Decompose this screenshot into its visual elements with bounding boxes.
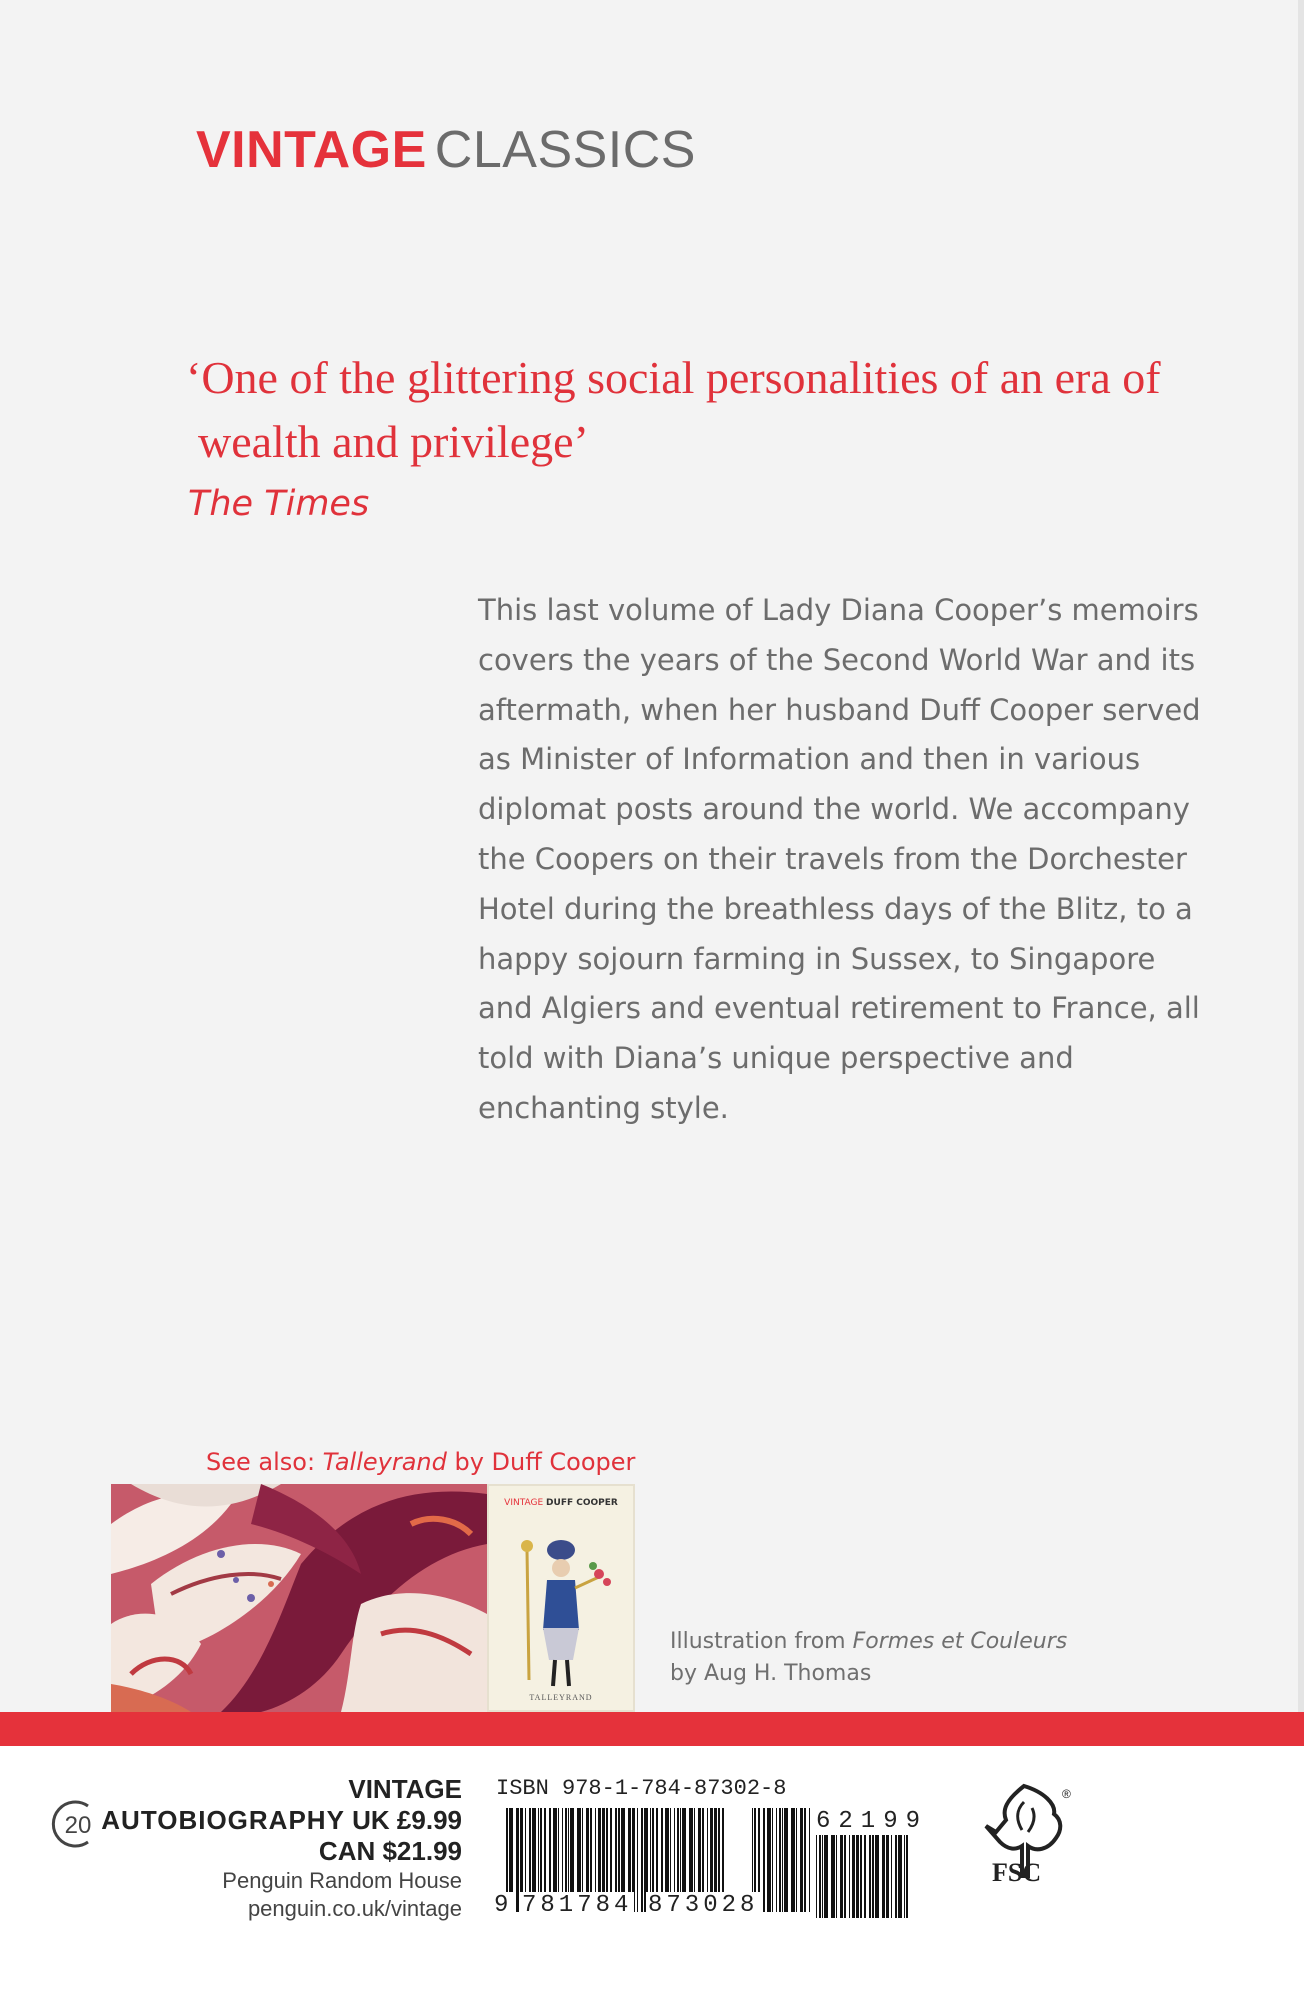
c20-logo-icon [48, 1796, 104, 1852]
blurb-line: aftermath, when her husband Duff Cooper served [478, 692, 1201, 727]
barcode-bar [516, 1808, 519, 1912]
c20-logo-number: 20 [64, 1812, 92, 1839]
illustration-credit [670, 1626, 1067, 1690]
barcode-bar [767, 1808, 771, 1912]
barcode-bar [779, 1808, 781, 1912]
see-also-note [206, 1448, 635, 1476]
description-blurb [478, 586, 1238, 1134]
credit-prefix: Illustration from [670, 1629, 853, 1654]
blurb-line: diplomat posts around the world. We accompany [478, 792, 1190, 827]
credit-line-1 [670, 1626, 1067, 1658]
see-also-prefix: See also: [206, 1448, 323, 1476]
related-book-thumbnail [487, 1484, 635, 1712]
publisher-url: penguin.co.uk/vintage [247, 1896, 462, 1921]
review-quote-source: The Times [188, 484, 370, 524]
barcode-bar [776, 1808, 777, 1912]
credit-title: Formes et Couleurs [852, 1629, 1068, 1654]
blurb-line: Hotel during the breathless days of the Blitz, to a [478, 891, 1193, 926]
barcode-bar [791, 1808, 795, 1912]
series-logo [196, 121, 696, 179]
barcode-addon-digits: 62199 [816, 1808, 929, 1835]
thumbnail-author: DUFF COOPER [546, 1498, 618, 1508]
genre-label: AUTOBIOGRAPHY [101, 1805, 345, 1835]
price-can: CAN $21.99 [318, 1836, 462, 1866]
red-band [0, 1712, 1304, 1746]
blurb-line: covers the years of the Second World War and its [478, 642, 1196, 677]
barcode-bar [763, 1808, 765, 1912]
isbn-label: ISBN 978-1-784-87302-8 [496, 1776, 787, 1801]
blurb-line: told with Diana’s unique perspective and [478, 1041, 1074, 1076]
floral-pattern-image [111, 1484, 487, 1712]
publisher-info [101, 1774, 462, 1923]
blurb-line: enchanting style. [478, 1090, 729, 1125]
thumbnail-header [489, 1498, 633, 1508]
blurb-line: happy sojourn farming in Sussex, to Singapore [478, 941, 1156, 976]
fsc-label: FSC [992, 1858, 1042, 1887]
barcode-bar [641, 1808, 643, 1912]
barcode-bar [637, 1808, 638, 1912]
floral-illustration [111, 1484, 487, 1712]
series-logo-classics: CLASSICS [434, 121, 696, 179]
review-quote [186, 346, 1186, 474]
barcode-bar [772, 1808, 773, 1912]
blurb-line: This last volume of Lady Diana Cooper’s memoirs [478, 593, 1199, 627]
blurb-line: and Algiers and eventual retirement to France, all [478, 991, 1200, 1026]
barcode-bar [784, 1808, 788, 1912]
barcode-lead-digit: 9 [494, 1892, 513, 1919]
review-quote-line-2: wealth and privilege’ [198, 416, 589, 467]
credit-line-2: by Aug H. Thomas [670, 1661, 872, 1686]
publisher-imprint: VINTAGE [348, 1774, 462, 1804]
barcode-digits-left: 781784 [522, 1892, 633, 1919]
barcode-bar [804, 1808, 806, 1912]
price-uk: UK £9.99 [352, 1805, 462, 1835]
publisher-house: Penguin Random House [222, 1868, 462, 1893]
series-logo-vintage: VINTAGE [196, 121, 427, 179]
barcode-bar [796, 1808, 797, 1912]
see-also-suffix: by Duff Cooper [446, 1448, 636, 1476]
barcode-bar [809, 1808, 810, 1912]
barcode-bar [782, 1808, 783, 1912]
fsc-registered-mark: ® [1062, 1787, 1071, 1801]
page-edge [1298, 0, 1304, 2000]
blurb-line: as Minister of Information and then in various [478, 742, 1141, 777]
thumbnail-figure-image [489, 1510, 633, 1700]
barcode-bar [800, 1808, 803, 1912]
review-quote-line-1: ‘One of the glittering social personalities of an era of [186, 352, 1161, 403]
thumbnail-title: TALLEYRAND [529, 1693, 593, 1702]
thumbnail-series: VINTAGE [504, 1498, 544, 1508]
barcode-digits-right: 873028 [648, 1892, 759, 1919]
blurb-line: the Coopers on their travels from the Dorchester [478, 841, 1187, 876]
see-also-title: Talleyrand [322, 1448, 447, 1476]
